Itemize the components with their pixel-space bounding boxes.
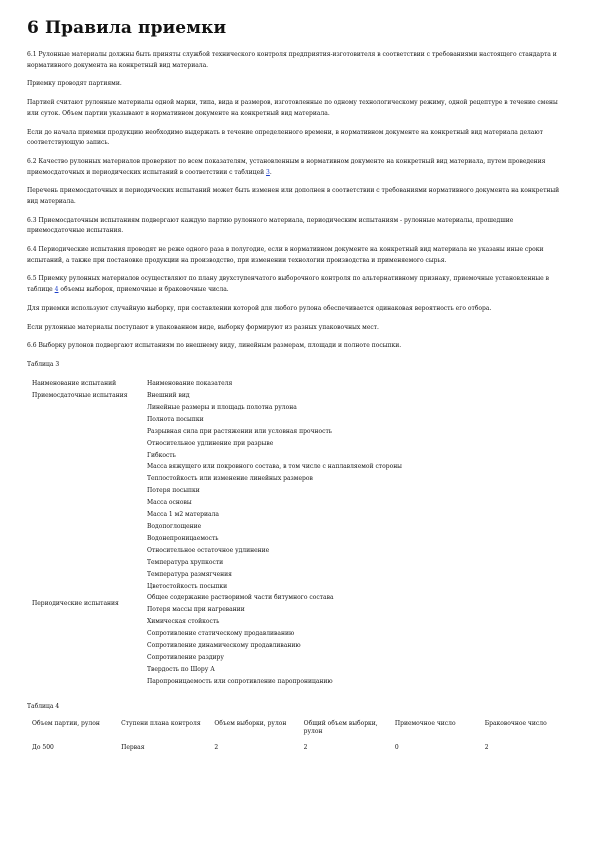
section-title: 6 Правила приемки — [27, 18, 227, 38]
indicator-cell: Потеря посыпки — [147, 487, 200, 495]
table-cell: Первая — [121, 743, 145, 751]
indicator-cell: Водонепроницаемость — [147, 534, 219, 542]
paragraph: Партией считают рулонные материалы одной марки, типа, вида и размеров, изготовленные по одному технологическому режиму, одной рецептуре в течение смены или суток. Объем партии указывают в нормативном документе на конкретный вид материала. — [27, 99, 558, 117]
table-header-cell: Приемочное число — [394, 719, 456, 727]
table-header-row — [32, 720, 567, 742]
indicator-cell: Масса 1 м2 материала — [147, 511, 219, 519]
indicator-cell: Масса вяжущего или покровного состава, в том числе с наплавляемой стороны — [147, 463, 402, 471]
paragraph: 6.6 Выборку рулонов подвергают испытаниям по внешнему виду, линейным размерам, площади и полноте посыпки. — [27, 342, 402, 350]
indicator-cell: Линейные размеры и площадь полотна рулона — [147, 403, 297, 411]
paragraph: Приемку проводят партиями. — [27, 80, 122, 88]
indicator-cell: Сопротивление динамическому продавливанию — [147, 642, 301, 650]
indicator-cell: Полнота посыпки — [147, 415, 204, 423]
indicator-cell: Сопротивление раздиру — [147, 653, 224, 661]
table-header-cell: Наименование показателя — [147, 380, 233, 388]
table-header-cell: Ступени плана контроля — [121, 719, 201, 727]
indicator-cell: Внешний вид — [147, 392, 190, 400]
indicator-cell: Потеря массы при нагревании — [147, 606, 245, 614]
indicator-cell: Теплостойкость или изменение линейных размеров — [147, 475, 313, 483]
paragraph — [27, 274, 567, 295]
table-cell: 2 — [214, 743, 219, 751]
indicator-cell: Относительное удлинение при разрыве — [147, 439, 274, 447]
table-4 — [32, 720, 567, 756]
table-header-row — [32, 378, 402, 390]
paragraph-text: объемы выборок, приемочные и браковочные числа. — [58, 286, 229, 293]
paragraph: Если рулонные материалы поступают в упакованном виде, выборку формируют из разных упаковочных мест. — [27, 323, 379, 331]
table3-caption: Таблица 3 — [27, 361, 60, 369]
table-row — [32, 390, 402, 402]
table-header-cell: Общий объем выборки, рулон — [303, 719, 378, 735]
table-3 — [32, 378, 402, 688]
paragraph: Для приемки используют случайную выборку, при составлении которой для любого рулона обеспечивается одинаковая вероятность его отбора. — [27, 304, 492, 312]
table4-caption: Таблица 4 — [27, 702, 60, 710]
document-page — [27, 18, 567, 756]
indicator-cell: Цветостойкость посыпки — [147, 582, 228, 590]
indicator-cell: Химическая стойкость — [147, 618, 220, 626]
table-cell: 0 — [394, 743, 399, 751]
table-header-cell: Объем партии, рулон — [32, 719, 100, 727]
table-cell: 2 — [303, 743, 308, 751]
table-header-cell: Объем выборки, рулон — [214, 719, 287, 727]
indicator-cell: Относительное остаточное удлинение — [147, 546, 270, 554]
indicator-cell: Температура хрупкости — [147, 558, 224, 566]
table-cell: 2 — [484, 743, 489, 751]
paragraph-text: . — [269, 168, 272, 176]
indicator-cell: Водопоглощение — [147, 523, 202, 530]
paragraph: Перечень приемосдаточных и периодических испытаний может быть изменен или дополнен в соответствии с требованиями нормативного документа на конкретный вид материала. — [27, 187, 560, 205]
paragraph-text: 6.2 Качество рулонных материалов проверяют по всем показателям, установленным в нормативном документе на конкретный вид материала, путем проведения приемосдаточных и периодических испытаний в соответствии с таблицей — [27, 157, 546, 176]
paragraph-text: 6.5 Приемку рулонных материалов осуществляют по плану двухступенчатого выборочного контроля по альтернативному признаку, приемочные установленные в таблице — [27, 275, 549, 293]
paragraph: Если до начала приемки продукцию необходимо выдержать в течение определенного времени, в нормативном документе на конкретный вид материала делают соответствующую запись. — [27, 128, 543, 147]
indicator-cell: Масса основы — [147, 499, 192, 507]
paragraphs — [27, 50, 567, 352]
paragraph: 6.1 Рулонные материалы должны быть приняты службой технического контроля предприятия-изготовителя в соответствии с требованиями настоящего стандарта и нормативного документа на конкретный вид материала. — [27, 51, 557, 69]
table-cell: До 500 — [32, 743, 54, 751]
table-reference-link[interactable]: 4 — [54, 286, 59, 293]
indicator-cell: Гибкость — [147, 451, 176, 459]
table-reference-link[interactable]: 3 — [266, 168, 270, 176]
indicator-cell: Разрывная сила при растяжении или условная прочность — [147, 427, 333, 435]
indicator-cell: Температура размягчения — [147, 570, 232, 578]
paragraph: 6.4 Периодические испытания проводят не реже одного раза в полугодие, если в нормативном документе на конкретный вид материала не указаны иные сроки испытаний, а также при постановке продукции на производство, при изменении технологии производства и применяемого сырья. — [27, 246, 544, 264]
indicator-cell: Паропроницаемость или сопротивление паропроницанию — [147, 677, 333, 685]
table-header-cell: Наименование испытаний — [32, 380, 117, 388]
paragraph — [27, 157, 567, 178]
table-row — [32, 742, 567, 756]
table-header-cell: Браковочное число — [484, 719, 547, 727]
indicator-cell: Общее содержание растворимой части битумного состава — [147, 594, 334, 602]
paragraph: 6.3 Приемосдаточным испытаниям подвергают каждую партию рулонного материала, периодическим испытаниям - рулонные материалы, прошедшие приемосдаточные испытания. — [27, 216, 514, 235]
test-group-cell: Приемосдаточные испытания — [32, 392, 128, 400]
indicator-cell: Сопротивление статическому продавливанию — [147, 630, 295, 638]
table-row — [32, 521, 402, 533]
test-group-cell: Периодические испытания — [32, 600, 119, 608]
indicator-cell: Твердость по Шору А — [147, 665, 215, 673]
